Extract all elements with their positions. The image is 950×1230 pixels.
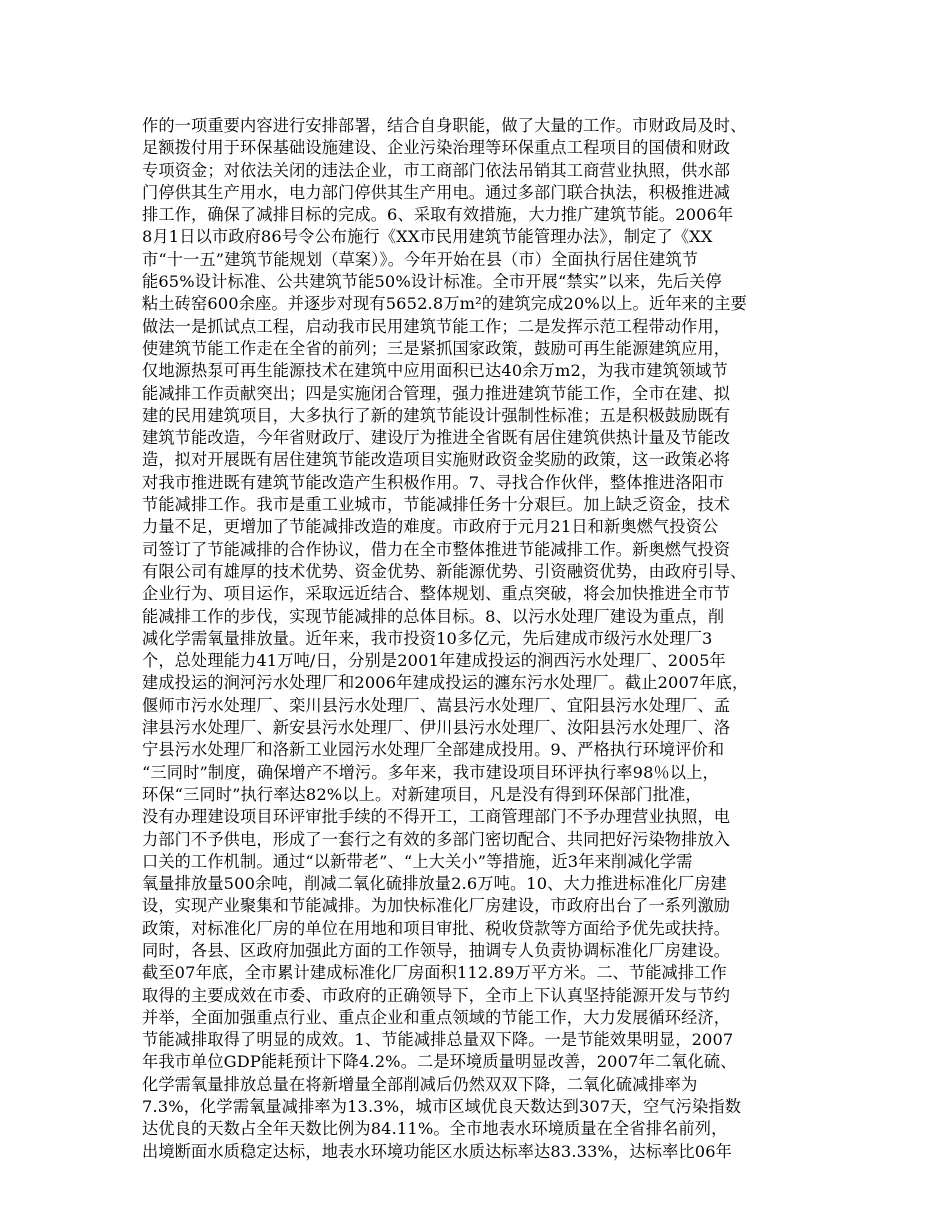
text-line: 能65%设计标准、公共建筑节能50%设计标准。全市开展“禁实”以来，先后关停 xyxy=(142,272,722,292)
text-line: 司签订了节能减排的合作协议，借力在全市整体推进节能减排工作。新奥燃气投资 xyxy=(142,539,731,559)
text-line: 门停供其生产用水，电力部门停供其生产用电。通过多部门联合执法，积极推进减 xyxy=(142,182,731,202)
text-line: 8月1日以市政府86号令公布施行《XX市民用建筑节能管理办法》，制定了《XX xyxy=(142,227,713,247)
text-line: 能减排工作的步伐，实现节能减排的总体目标。8、以污水处理厂建设为重点，削 xyxy=(142,606,725,626)
text-line: 截至07年底，全市累计建成标准化厂房面积112.89万平方米。二、节能减排工作 xyxy=(142,963,727,983)
text-line: 政策，对标准化厂房的单位在用地和项目审批、税收贷款等方面给予优先或扶持。 xyxy=(142,918,731,938)
text-line: 作的一项重要内容进行安排部署，结合自身职能，做了大量的工作。市财政局及时、 xyxy=(142,116,747,135)
text-line: 口关的工作机制。通过“以新带老”、“上大关小”等措施，近3年来削减化学需 xyxy=(142,851,693,871)
text-line: 7.3%，化学需氧量减排率为13.3%，城市区域优良天数达到307天，空气污染指数 xyxy=(142,1097,742,1117)
text-line: 力量不足，更增加了节能减排改造的难度。市政府于元月21日和新奥燃气投资公 xyxy=(142,517,719,537)
text-line: 建成投运的涧河污水处理厂和2006年建成投运的瀍东污水处理厂。截止2007年底， xyxy=(142,673,749,693)
text-line: 市“十一五”建筑节能规划（草案）》。今年开始在县（市）全面执行居住建筑节 xyxy=(142,249,699,269)
text-line: 个，总处理能力41万吨/日，分别是2001年建成投运的涧西污水处理厂、2005年 xyxy=(142,651,726,671)
text-line: 减化学需氧量排放量。近年来，我市投资10多亿元，先后建成市级污水处理厂3 xyxy=(142,628,713,648)
text-line: 出境断面水质稳定达标，地表水环境功能区水质达标率达83.33%，达标率比06年 xyxy=(142,1141,732,1161)
text-line: 仅地源热泵可再生能源技术在建筑中应用面积已达40余万m2，为我市建筑领域节 xyxy=(142,361,728,381)
text-line: 专项资金；对依法关闭的违法企业，市工商部门依法吊销其工商营业执照，供水部 xyxy=(142,160,731,180)
text-line: 做法一是抓试点工程，启动我市民用建筑节能工作；二是发挥示范工程带动作用， xyxy=(142,316,731,336)
text-line: 并举，全面加强重点行业、重点企业和重点领域的节能工作，大力发展循环经济， xyxy=(142,1007,731,1027)
text-line: 设，实现产业聚集和节能减排。为加快标准化厂房建设，市政府出台了一系列激励 xyxy=(142,896,731,916)
text-line: 同时，各县、区政府加强此方面的工作领导，抽调专人负责协调标准化厂房建设。 xyxy=(142,940,731,960)
text-line: 没有办理建设项目环评审批手续的不得开工，工商管理部门不予办理营业执照，电 xyxy=(142,807,731,827)
text-line: 化学需氧量排放总量在将新增量全部削减后仍然双双下降，二氧化硫减排率为 xyxy=(142,1074,698,1094)
text-line: 环保“三同时”执行率达82%以上。对新建项目，凡是没有得到环保部门批准， xyxy=(142,784,702,804)
text-line: 有限公司有雄厚的技术优势、资金优势、新能源优势、引资融资优势，由政府引导、 xyxy=(142,561,747,581)
text-line: 建筑节能改造，今年省财政厅、建设厅为推进全省既有居住建筑供热计量及节能改 xyxy=(142,428,731,448)
text-line: 宁县污水处理厂和洛新工业园污水处理厂全部建成投用。9、严格执行环境评价和 xyxy=(142,740,725,760)
text-line: 达优良的天数占全年天数比例为84.11%。全市地表水环境质量在全省排名前列， xyxy=(142,1119,728,1139)
text-line: 建的民用建筑项目，大多执行了新的建筑节能设计强制性标准；五是积极鼓励既有 xyxy=(142,405,731,425)
text-line: 偃师市污水处理厂、栾川县污水处理厂、嵩县污水处理厂、宜阳县污水处理厂、孟 xyxy=(142,695,731,715)
text-line: 取得的主要成效在市委、市政府的正确领导下，全市上下认真坚持能源开发与节约 xyxy=(142,985,731,1005)
text-line: 企业行为、项目运作，采取远近结合、整体规划、重点突破，将会加快推进全市节 xyxy=(142,584,731,604)
text-line: “三同时”制度，确保增产不增污。多年来，我市建设项目环评执行率98％以上， xyxy=(142,762,719,782)
text-line: 津县污水处理厂、新安县污水处理厂、伊川县污水处理厂、汝阳县污水处理厂、洛 xyxy=(142,718,731,738)
text-line: 使建筑节能工作走在全省的前列；三是紧抓国家政策，鼓励可再生能源建筑应用， xyxy=(142,338,731,358)
text-line: 节能减排取得了明显的成效。1、节能减排总量双下降。一是节能效果明显，2007 xyxy=(142,1030,734,1050)
text-line: 粘土砖窑600余座。并逐步对现有5652.8万m²的建筑完成20%以上。近年来的主要 xyxy=(142,294,747,314)
text-line: 造，拟对开展既有居住建筑节能改造项目实施财政资金奖励的政策，这一政策必将 xyxy=(142,450,731,470)
text-line: 氧量排放量500余吨，削减二氧化硫排放量2.6万吨。10、大力推进标准化厂房建 xyxy=(142,874,727,894)
text-line: 节能减排工作。我市是重工业城市，节能减排任务十分艰巨。加上缺乏资金，技术 xyxy=(142,495,731,515)
text-line: 足额拨付用于环保基础设施建设、企业污染治理等环保重点工程项目的国债和财政 xyxy=(142,138,731,158)
text-line: 排工作，确保了减排目标的完成。6、采取有效措施，大力推广建筑节能。2006年 xyxy=(142,205,734,225)
text-line: 能减排工作贡献突出；四是实施闭合管理，强力推进建筑节能工作，全市在建、拟 xyxy=(142,383,731,403)
text-line: 年我市单位GDP能耗预计下降4.2%。二是环境质量明显改善，2007年二氧化硫、 xyxy=(142,1052,737,1072)
text-line: 对我市推进既有建筑节能改造产生积极作用。7、寻找合作伙伴，整体推进洛阳市 xyxy=(142,472,725,492)
body-text xyxy=(142,115,812,1163)
text-line: 力部门不予供电，形成了一套行之有效的多部门密切配合、共同把好污染物排放入 xyxy=(142,829,731,849)
